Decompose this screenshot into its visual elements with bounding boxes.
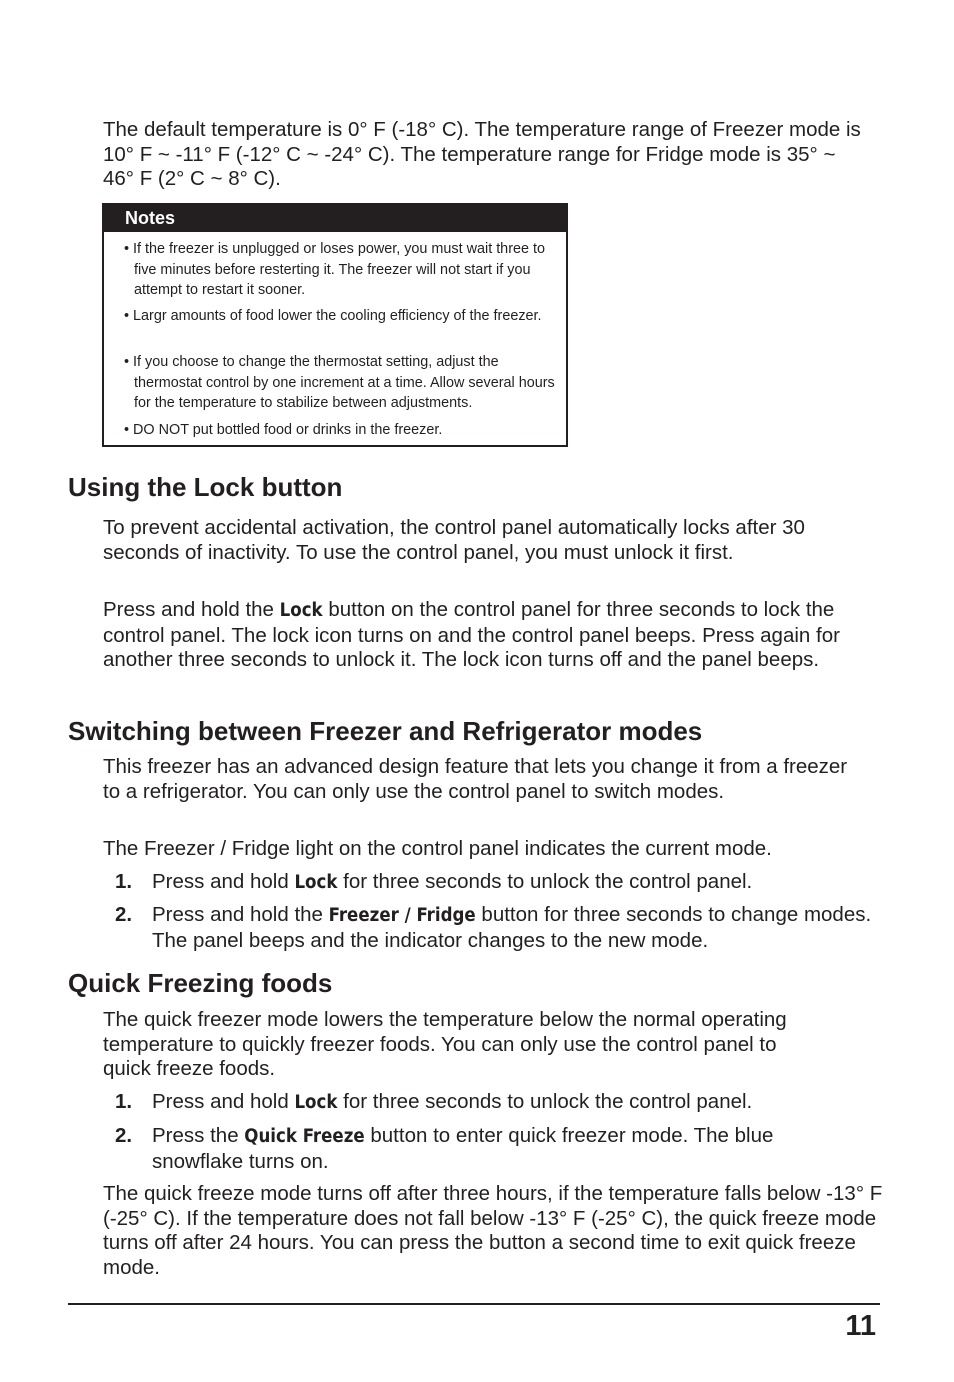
lock-paragraph-1: To prevent accidental activation, the control panel automatically locks after 30 seconds of inactivity. To use the control panel, you must unlock it first. <box>103 516 805 564</box>
quick-step-2: 2. Press the Quick Freeze button to enter quick freezer mode. The blue snowflake turns on. <box>115 1124 774 1173</box>
note-item: • If the freezer is unplugged or loses power, you must wait three to five minutes before resterting it. The freezer will not start if you attempt to restart it sooner. <box>124 241 545 298</box>
mode-step-1: 1. Press and hold Lock for three seconds to unlock the control panel. <box>115 870 753 893</box>
mode-heading: Switching between Freezer and Refrigerator modes <box>68 716 703 746</box>
note-item: • If you choose to change the thermostat setting, adjust the thermostat control by one increment at a time. Allow several hours for the temperature to stabilize between adjustments. <box>124 354 555 411</box>
note-item: • Largr amounts of food lower the cooling efficiency of the freezer. <box>124 308 542 324</box>
page-number: 11 <box>845 1310 876 1342</box>
mode-paragraph-1: This freezer has an advanced design feature that lets you change it from a freezer to a refrigerator. You can only use the control panel to switch modes. <box>103 755 848 803</box>
quick-paragraph-2: The quick freeze mode turns off after three hours, if the temperature falls below -13° F (-25° C). If the temperature does not fall below -13° F (-25° C), the quick freeze mode turns off after 24 hours. You can press the button a second time to exit quick freeze mode. <box>103 1182 883 1279</box>
quick-step-1: 1. Press and hold Lock for three seconds to unlock the control panel. <box>115 1090 753 1113</box>
mode-step-2: 2. Press and hold the Freezer / Fridge button for three seconds to change modes. The panel beeps and the indicator changes to the new mode. <box>115 903 872 952</box>
notes-title: Notes <box>104 205 566 232</box>
notes-box <box>102 203 568 447</box>
note-item: • DO NOT put bottled food or drinks in the freezer. <box>124 422 443 438</box>
quick-paragraph-1: The quick freezer mode lowers the temperature below the normal operating temperature to quickly freezer foods. You can only use the control panel to quick freeze foods. <box>103 1008 787 1080</box>
lock-button-name: Lock <box>279 600 323 621</box>
footer-rule <box>68 1303 880 1305</box>
mode-paragraph-2: The Freezer / Fridge light on the control panel indicates the current mode. <box>103 837 772 860</box>
lock-heading: Using the Lock button <box>68 472 343 502</box>
quick-heading: Quick Freezing foods <box>68 968 333 998</box>
intro-paragraph: The default temperature is 0° F (-18° C). The temperature range of Freezer mode is 10° F ~ -11° F (-12° C ~ -24° C). The temperature range for Fridge mode is 35° ~ 46° F (2° C ~ 8° C). <box>103 118 861 190</box>
lock-paragraph-2: Press and hold the Lock button on the control panel for three seconds to lock the control panel. The lock icon turns on and the control panel beeps. Press again for another three seconds to unlock it. The lock icon turns off and the panel beeps. <box>103 598 840 671</box>
